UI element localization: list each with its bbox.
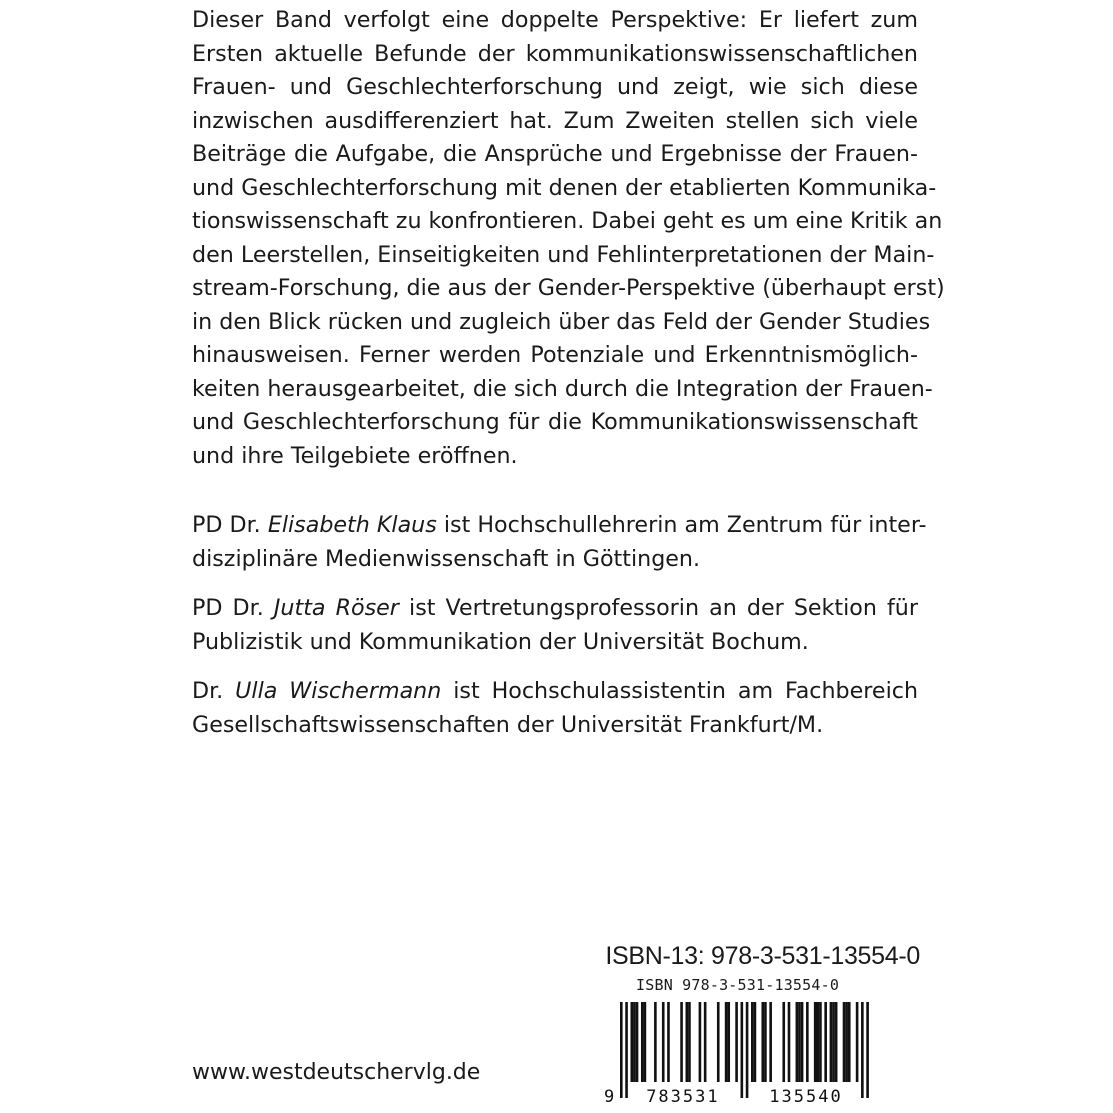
bio-text: Gesellschaftswissenschaften der Universität Frankfurt/M. xyxy=(192,711,824,738)
barcode-bar xyxy=(633,1002,636,1082)
description-line: und Geschlechterforschung mit denen der etablierten Kommunika- xyxy=(192,174,937,201)
barcode-guard-bar xyxy=(741,1002,744,1098)
barcode-bar xyxy=(735,1002,738,1082)
barcode-bar xyxy=(699,1002,702,1082)
barcode-bar xyxy=(662,1002,665,1082)
description-line: Ersten aktuelle Befunde der kommunikationswissenschaftlichen xyxy=(192,40,918,67)
isbn-label: ISBN-13: 978-3-531-13554-0 xyxy=(605,942,920,970)
barcode-bar xyxy=(667,1002,670,1082)
description-line: inzwischen ausdifferenziert hat. Zum Zweiten stellen sich viele xyxy=(192,107,918,134)
editor-name: Jutta Röser xyxy=(273,595,399,621)
barcode-bar xyxy=(751,1002,754,1082)
bio-text: ist Hochschullehrerin am Zentrum für inter- xyxy=(443,512,927,538)
barcode-bar xyxy=(824,1002,827,1082)
barcode-digit-lead: 9 xyxy=(604,1087,615,1106)
barcode-bar xyxy=(636,1002,639,1082)
bio-text: ist Vertretungsprofessorin an der Sektion für xyxy=(409,595,918,621)
book-description xyxy=(192,4,945,473)
description-line: Dieser Band verfolgt eine doppelte Perspektive: Er liefert zum xyxy=(192,7,918,33)
barcode-bar xyxy=(819,1002,822,1082)
back-cover-text xyxy=(192,4,945,742)
barcode-bar xyxy=(806,1002,809,1082)
description-line: in den Blick rücken und zugleich über das Feld der Gender Studies xyxy=(192,308,931,335)
barcode-guard-bar xyxy=(625,1002,628,1098)
barcode-bar xyxy=(801,1002,804,1082)
description-line: und ihre Teilgebiete eröffnen. xyxy=(192,442,518,469)
editor-name: Elisabeth Klaus xyxy=(267,512,437,538)
editor-bio-klaus xyxy=(192,509,927,576)
barcode-bar xyxy=(688,1002,691,1082)
editor-bio-wischermann xyxy=(192,675,918,742)
barcode-graphic xyxy=(598,998,878,1106)
bio-title: PD Dr. xyxy=(192,595,264,621)
barcode-bar xyxy=(856,1002,859,1082)
editor-name: Ulla Wischermann xyxy=(235,678,442,704)
barcode-bar xyxy=(644,1002,647,1082)
barcode-bar xyxy=(717,1002,720,1082)
description-line: keiten herausgearbeitet, die sich durch die Integration der Frauen- xyxy=(192,375,933,402)
barcode-bar xyxy=(761,1002,764,1082)
barcode-bar xyxy=(788,1002,791,1082)
barcode-guard-bar xyxy=(746,1002,749,1098)
barcode-bar xyxy=(641,1002,644,1082)
barcode-bar xyxy=(754,1002,757,1082)
barcode-bar xyxy=(769,1002,772,1082)
description-line: Frauen- und Geschlechterforschung und zeigt, wie sich diese xyxy=(192,74,918,100)
barcode-bar xyxy=(630,1002,633,1082)
barcode-bar xyxy=(654,1002,657,1082)
description-line: stream-Forschung, die aus der Gender-Perspektive (überhaupt erst) xyxy=(192,275,945,301)
barcode-bar xyxy=(704,1002,707,1082)
publisher-website: www.westdeutschervlg.de xyxy=(192,1060,481,1085)
barcode-bar xyxy=(848,1002,851,1082)
barcode-bar xyxy=(798,1002,801,1082)
description-line: tionswissenschaft zu konfrontieren. Dabei geht es um eine Kritik an xyxy=(192,208,943,234)
description-line: und Geschlechterforschung für die Kommunikationswissenschaft xyxy=(192,409,918,435)
bio-text: ist Hochschulassistentin am Fachbereich xyxy=(453,678,919,704)
barcode-bar xyxy=(845,1002,848,1082)
barcode-guard-bar xyxy=(861,1002,864,1098)
barcode-bar xyxy=(817,1002,820,1082)
barcode-bar xyxy=(727,1002,730,1082)
description-line: hinausweisen. Ferner werden Potenziale und Erkenntnismöglich- xyxy=(192,342,918,368)
barcode-bar xyxy=(686,1002,689,1082)
bio-text: Publizistik und Kommunikation der Universität Bochum. xyxy=(192,628,809,655)
barcode-digits-right: 135540 xyxy=(769,1087,843,1106)
bio-title: PD Dr. xyxy=(192,512,261,538)
barcode-isbn-label: ISBN 978-3-531-13554-0 xyxy=(636,976,840,994)
barcode-bar xyxy=(782,1002,785,1082)
bio-text: disziplinäre Medienwissenschaft in Göttingen. xyxy=(192,545,701,572)
barcode-bar xyxy=(832,1002,835,1082)
description-line: den Leerstellen, Einseitigkeiten und Fehlinterpretationen der Main- xyxy=(192,241,935,268)
editor-bio-roeser xyxy=(192,592,918,659)
description-line: Beiträge die Aufgabe, die Ansprüche und Ergebnisse der Frauen- xyxy=(192,141,918,167)
barcode-guard-bar xyxy=(620,1002,623,1098)
barcode-bar xyxy=(796,1002,799,1082)
barcode-bar xyxy=(725,1002,728,1082)
barcode-bar xyxy=(764,1002,767,1082)
barcode-digits-left: 783531 xyxy=(646,1087,720,1106)
barcode-bar xyxy=(814,1002,817,1082)
barcode-bar xyxy=(680,1002,683,1082)
barcode-bar xyxy=(830,1002,833,1082)
barcode-bar xyxy=(835,1002,838,1082)
barcode-guard-bar xyxy=(866,1002,869,1098)
bio-title: Dr. xyxy=(192,678,224,704)
barcode-bar xyxy=(843,1002,846,1082)
isbn-barcode xyxy=(598,976,878,1106)
